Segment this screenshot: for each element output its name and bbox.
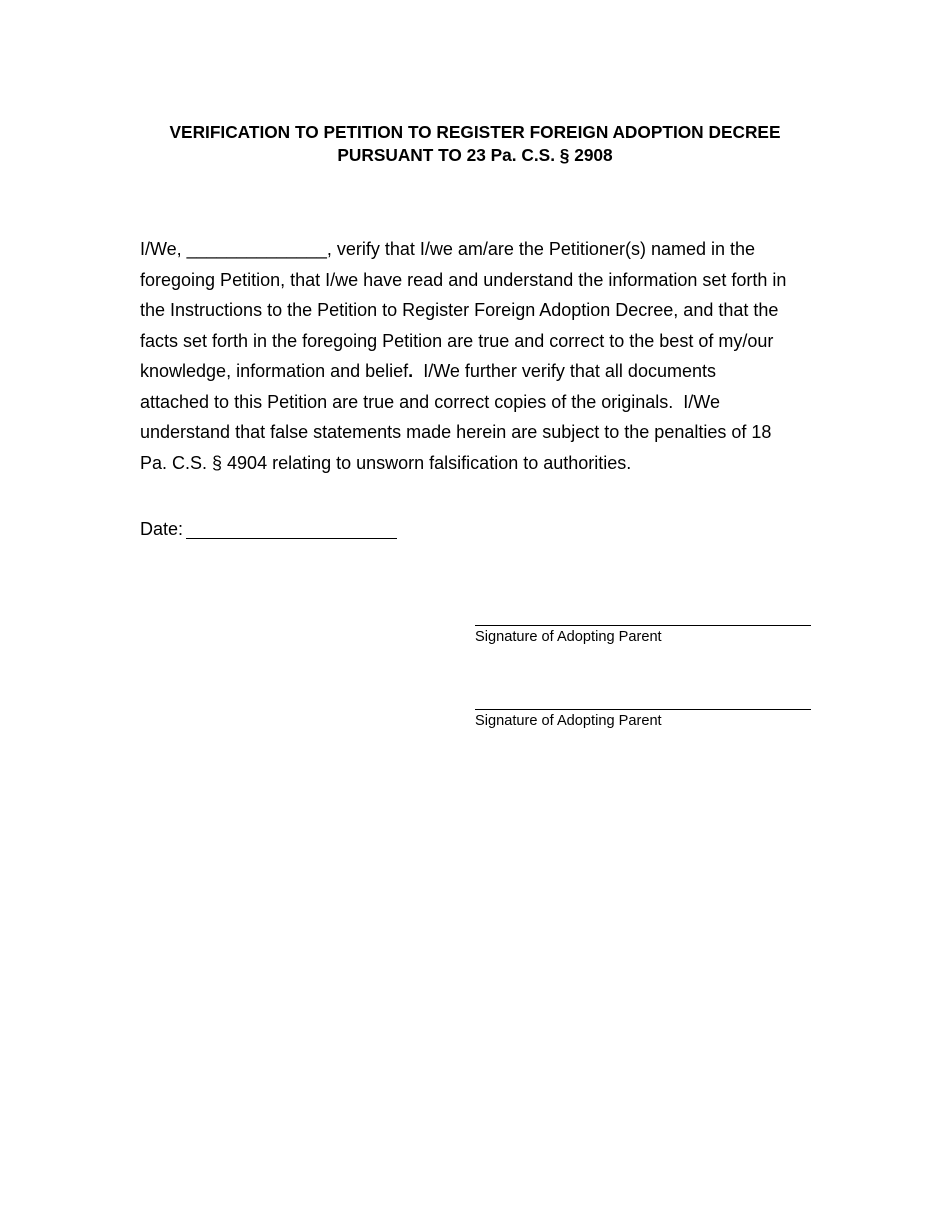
verification-line-5-end: I/We further verify that all documents: [413, 361, 716, 381]
verification-line-6: attached to this Petition are true and correct copies of the originals. I/We: [140, 391, 720, 412]
bold-period: .: [408, 361, 414, 381]
signature-line-2[interactable]: [475, 709, 811, 710]
signature-label-1: Signature of Adopting Parent: [475, 629, 662, 645]
verification-line-1: I/We, ______________, verify that I/we am/are the Petitioner(s) named in the: [140, 239, 756, 259]
document-title: [120, 121, 830, 167]
verification-line-3: the Instructions to the Petition to Register Foreign Adoption Decree, and that the: [140, 300, 779, 320]
date-field-line[interactable]: [186, 538, 397, 539]
verification-line-5-start: knowledge, information and belief: [140, 361, 409, 381]
verification-line-7: understand that false statements made herein are subject to the penalties of 18: [140, 422, 772, 442]
verification-line-5: [140, 356, 820, 387]
title-line-1: VERIFICATION TO PETITION TO REGISTER FOREIGN ADOPTION DECREE: [169, 122, 781, 142]
title-line-2: PURSUANT TO 23 Pa. C.S. § 2908: [337, 145, 613, 165]
date-label: Date:: [140, 519, 184, 539]
signature-line-1[interactable]: [475, 625, 811, 626]
verification-line-4: facts set forth in the foregoing Petition are true and correct to the best of my/our: [140, 330, 774, 351]
verification-paragraph: [140, 234, 820, 478]
signature-label-2: Signature of Adopting Parent: [475, 713, 662, 729]
verification-line-2: foregoing Petition, that I/we have read and understand the information set forth in: [140, 269, 787, 290]
verification-line-8: Pa. C.S. § 4904 relating to unsworn falsification to authorities.: [140, 452, 632, 473]
